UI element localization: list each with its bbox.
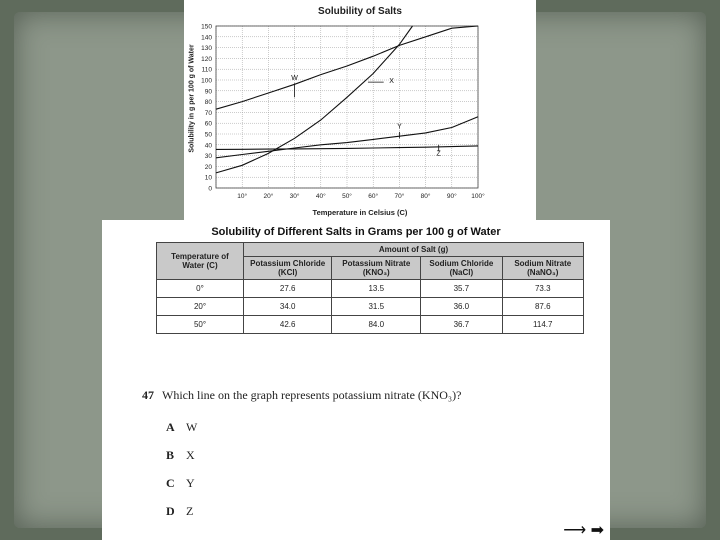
temp-cell: 50° [157,316,244,334]
value-cell: 42.6 [244,316,332,334]
table-row [157,280,584,298]
y-tick-label: 60 [204,120,212,128]
y-tick-label: 0 [208,185,212,193]
temp-header: Temperature of Water (C) [157,243,244,280]
temp-cell: 20° [157,298,244,316]
value-cell: 114.7 [502,316,583,334]
value-cell: 35.7 [421,280,502,298]
question-body: Which line on the graph represents potassium nitrate (KNO₃)? [162,388,462,402]
y-tick-label: 30 [204,153,212,161]
value-cell: 31.5 [332,298,421,316]
answer-choice-c[interactable] [166,476,195,491]
series-label-z: Z [436,150,441,158]
choice-letter: C [166,476,175,490]
x-tick-label: 80° [420,193,431,200]
value-cell: 36.7 [421,316,502,334]
solubility-chart [184,0,536,210]
amount-header: Amount of Salt (g) [244,243,584,257]
series-label-x: X [389,78,394,86]
col-header: Sodium Chloride (NaCl) [421,257,502,280]
answer-choice-a[interactable] [166,420,197,435]
choice-letter: D [166,504,175,518]
temp-cell: 0° [157,280,244,298]
graph-card [184,0,536,222]
solubility-table [156,242,584,334]
x-axis-label: Temperature in Celsius (C) [312,208,408,217]
choice-letter: B [166,448,175,462]
table-card [102,220,610,540]
series-label-y: Y [397,123,402,131]
y-axis-label: Solubility in g per 100 g of Water [188,44,196,153]
x-tick-label: 60° [368,193,379,200]
value-cell: 34.0 [244,298,332,316]
y-tick-label: 110 [201,66,212,74]
table-row [157,298,584,316]
value-cell: 87.6 [502,298,583,316]
value-cell: 84.0 [332,316,421,334]
choice-text: Z [186,504,194,518]
x-tick-label: 30° [289,193,300,200]
choice-text: X [186,448,195,462]
next-arrow-icon[interactable]: ⟶ ➡ [563,522,604,539]
x-tick-label: 100° [471,193,485,200]
value-cell: 13.5 [332,280,421,298]
y-tick-label: 120 [201,55,212,63]
value-cell: 73.3 [502,280,583,298]
x-tick-label: 20° [263,193,274,200]
y-tick-label: 90 [204,88,212,96]
value-cell: 27.6 [244,280,332,298]
x-tick-label: 50° [342,193,352,200]
choice-letter: A [166,420,175,434]
y-tick-label: 50 [204,131,212,139]
x-tick-label: 70° [394,193,405,200]
col-header: Sodium Nitrate (NaNO₃) [502,257,583,280]
table-row [157,316,584,334]
y-tick-label: 150 [201,23,212,31]
x-tick-label: 90° [446,193,457,200]
answer-choice-b[interactable] [166,448,195,463]
choice-text: Y [186,476,195,490]
y-tick-label: 80 [204,99,212,107]
y-tick-label: 130 [201,45,212,53]
col-header: Potassium Chloride (KCl) [244,257,332,280]
y-tick-label: 70 [204,109,212,117]
table-title: Solubility of Different Salts in Grams per 100 g of Water [211,226,501,238]
chart-title: Solubility of Salts [318,6,402,17]
question-text [142,388,461,403]
question-number: 47 [142,388,154,402]
series-label-w: W [291,75,298,82]
x-tick-label: 40° [315,193,326,200]
value-cell: 36.0 [421,298,502,316]
answer-choice-d[interactable] [166,504,193,519]
col-header: Potassium Nitrate (KNO₃) [332,257,421,280]
x-tick-label: 10° [237,193,248,200]
y-tick-label: 140 [201,34,212,42]
y-tick-label: 100 [201,77,212,85]
series-line-x [216,26,413,173]
y-tick-label: 10 [204,174,212,182]
y-tick-label: 20 [204,163,212,171]
choice-text: W [186,420,198,434]
y-tick-label: 40 [204,142,212,150]
